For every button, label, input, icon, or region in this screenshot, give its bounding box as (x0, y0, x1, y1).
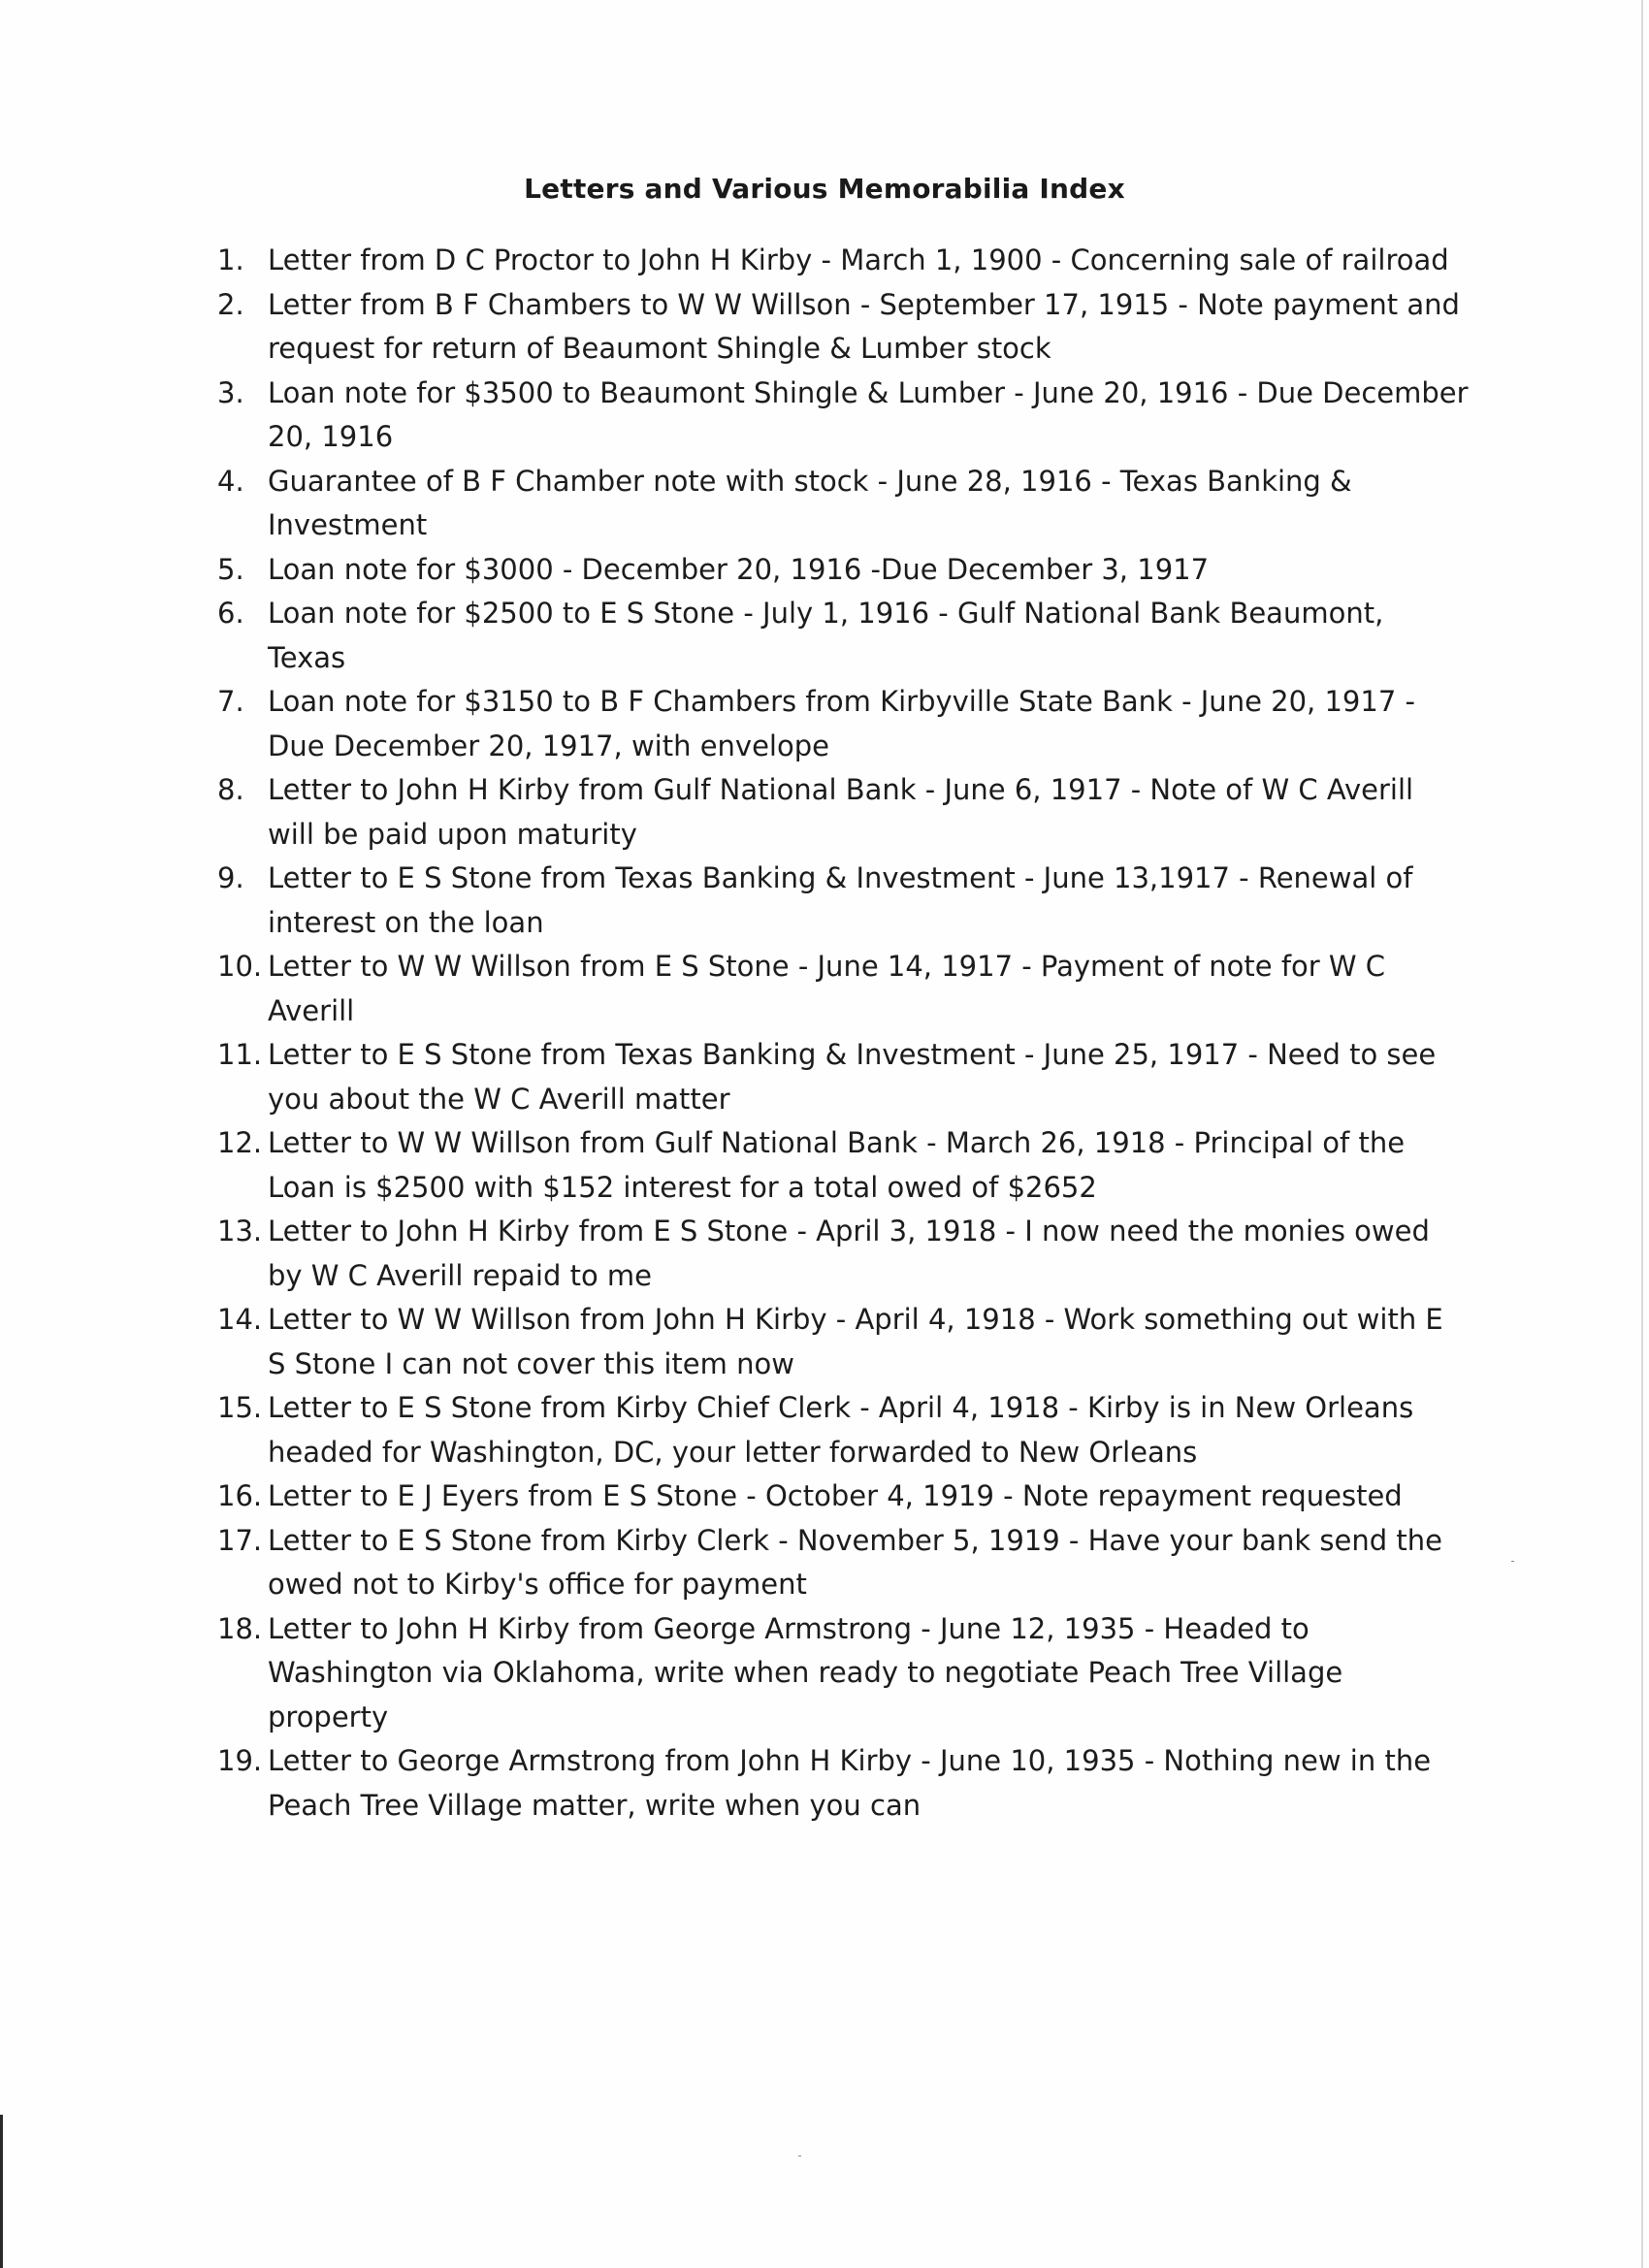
list-item (217, 592, 1469, 680)
list-item (217, 1210, 1469, 1298)
index-list (217, 239, 1469, 1828)
item-number: 7. (217, 685, 244, 718)
item-number: 19. (217, 1744, 263, 1777)
list-item (217, 1298, 1469, 1386)
item-text: Letter to E S Stone from Kirby Chief Clerk - April 4, 1918 - Kirby is in New Orleans headed for Washington, DC, your letter forwarded to New Orleans (268, 1391, 1414, 1469)
item-text: Letter to John H Kirby from George Armstrong - June 12, 1935 - Headed to Washington via Oklahoma, write when ready to negotiate Peach Tree Village property (268, 1611, 1343, 1733)
list-item (217, 283, 1469, 372)
item-text: Letter to E S Stone from Kirby Clerk - November 5, 1919 - Have your bank send the owed not to Kirby's office for payment (268, 1523, 1442, 1601)
item-text: Loan note for $2500 to E S Stone - July 1, 1916 - Gulf National Bank Beaumont, Texas (268, 597, 1384, 674)
item-text: Letter to George Armstrong from John H Kirby - June 10, 1935 - Nothing new in the Peach Tree Village matter, write when you can (268, 1744, 1432, 1822)
item-number: 5. (217, 552, 244, 586)
item-number: 14. (217, 1303, 263, 1336)
item-number: 4. (217, 464, 244, 498)
item-text: Letter to E S Stone from Texas Banking & Investment - June 25, 1917 - Need to see you about the W C Averill matter (268, 1038, 1437, 1116)
item-text: Guarantee of B F Chamber note with stock - June 28, 1916 - Texas Banking & Investment (268, 464, 1352, 541)
scan-edge-left (0, 2115, 3, 2268)
list-item (217, 1519, 1469, 1607)
item-text: Letter to W W Willson from Gulf National Bank - March 26, 1918 - Principal of the Loan is $2500 with $152 interest for a total owed of $2652 (268, 1126, 1406, 1204)
list-item (217, 1739, 1469, 1828)
list-item (217, 1386, 1469, 1474)
list-item (217, 1474, 1469, 1519)
item-number: 11. (217, 1038, 263, 1071)
scan-speck (1511, 1561, 1514, 1562)
item-number: 1. (217, 243, 244, 276)
list-item (217, 945, 1469, 1033)
item-text: Letter to W W Willson from E S Stone - June 14, 1917 - Payment of note for W C Averill (268, 950, 1386, 1027)
list-item (217, 768, 1469, 857)
item-text: Letter to John H Kirby from E S Stone - April 3, 1918 - I now need the monies owed by W C Averill repaid to me (268, 1215, 1430, 1292)
item-number: 18. (217, 1611, 263, 1645)
list-item (217, 857, 1469, 945)
scan-edge-right (1641, 0, 1643, 2268)
list-item (217, 548, 1469, 593)
item-text: Letter from D C Proctor to John H Kirby - March 1, 1900 - Concerning sale of railroad (268, 243, 1449, 276)
item-number: 10. (217, 950, 263, 983)
item-text: Loan note for $3500 to Beaumont Shingle & Lumber - June 20, 1916 - Due December 20, 1916 (268, 375, 1469, 453)
list-item (217, 1033, 1469, 1121)
item-text: Loan note for $3000 - December 20, 1916 -Due December 3, 1917 (268, 552, 1210, 586)
item-number: 16. (217, 1479, 263, 1512)
item-number: 13. (217, 1215, 263, 1247)
item-text: Letter to John H Kirby from Gulf National Bank - June 6, 1917 - Note of W C Averill will be paid upon maturity (268, 773, 1414, 851)
list-item (217, 460, 1469, 548)
item-number: 12. (217, 1126, 263, 1159)
item-text: Letter to E J Eyers from E S Stone - October 4, 1919 - Note repayment requested (268, 1479, 1403, 1512)
item-number: 9. (217, 861, 244, 894)
list-item (217, 1121, 1469, 1210)
list-item (217, 1607, 1469, 1740)
item-number: 3. (217, 375, 244, 409)
item-number: 17. (217, 1523, 263, 1557)
item-number: 2. (217, 287, 244, 321)
item-text: Letter to E S Stone from Texas Banking & Investment - June 13,1917 - Renewal of interest on the loan (268, 861, 1413, 939)
item-number: 8. (217, 773, 244, 806)
list-item (217, 239, 1469, 283)
page-title: Letters and Various Memorabilia Index (524, 173, 1125, 205)
item-number: 15. (217, 1391, 263, 1424)
list-item (217, 372, 1469, 460)
item-number: 6. (217, 597, 244, 630)
scan-speck (798, 2155, 801, 2156)
item-text: Loan note for $3150 to B F Chambers from Kirbyville State Bank - June 20, 1917 - Due December 20, 1917, with envelope (268, 685, 1415, 762)
item-text: Letter from B F Chambers to W W Willson - September 17, 1915 - Note payment and request for return of Beaumont Shingle & Lumber stock (268, 287, 1460, 365)
item-text: Letter to W W Willson from John H Kirby - April 4, 1918 - Work something out with E S Stone I can not cover this item now (268, 1303, 1443, 1380)
list-item (217, 680, 1469, 768)
